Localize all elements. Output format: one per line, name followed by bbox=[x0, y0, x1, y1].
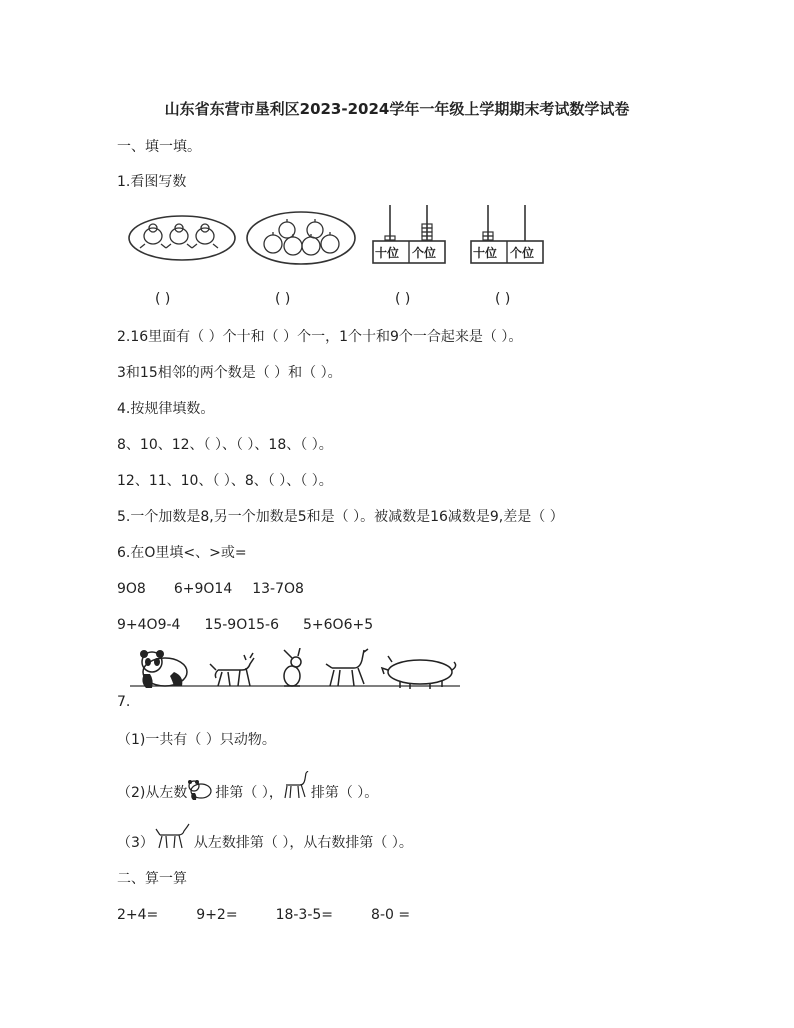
part-2-end: 排第（ ）。 bbox=[310, 785, 379, 801]
compare-item: 9O8 bbox=[117, 581, 146, 597]
deer-icon bbox=[326, 649, 368, 686]
panda-icon bbox=[140, 650, 187, 688]
pig-icon bbox=[382, 656, 456, 689]
question-7: 7. bbox=[117, 694, 131, 710]
question-5: 5.一个加数是8,另一个加数是5和是（ ）。被减数是16减数是9,差是（ ） bbox=[117, 509, 564, 525]
answer-blank: ( ) bbox=[155, 291, 171, 307]
question-2: 2.16里面有（ ）个十和（ ）个一，1个十和9个一合起来是（ ）。 bbox=[117, 329, 523, 345]
panda-icon bbox=[185, 777, 213, 801]
question-6-row-2 bbox=[117, 616, 373, 634]
compare-item: 6+9O14 bbox=[173, 581, 233, 597]
part-3-text: 从左数排第（ ），从右数排第（ ）。 bbox=[193, 835, 413, 851]
birds-oval-figure bbox=[127, 214, 237, 262]
goat-icon bbox=[154, 823, 194, 851]
question-7-part-1: （1)一共有（ ）只动物。 bbox=[117, 732, 276, 748]
deer-icon bbox=[283, 771, 309, 801]
part-3-prefix: （3） bbox=[117, 835, 154, 851]
ones-label: 个位 bbox=[510, 246, 535, 260]
rabbit-icon bbox=[284, 648, 301, 686]
answer-blank: ( ) bbox=[495, 291, 511, 307]
question-7-part-2 bbox=[117, 784, 378, 802]
calc-item: 9+2= bbox=[196, 907, 238, 923]
tens-label: 十位 bbox=[473, 246, 498, 260]
question-4: 4.按规律填数。 bbox=[117, 401, 215, 417]
apples-oval-figure bbox=[245, 210, 357, 266]
tens-label: 十位 bbox=[375, 246, 400, 260]
question-6: 6.在O里填<、>或= bbox=[117, 545, 247, 561]
question-6-row-1 bbox=[117, 580, 304, 598]
part-2-mid: 排第（ ）， bbox=[215, 785, 283, 801]
question-3: 3和15相邻的两个数是（ ）和（ ）。 bbox=[117, 365, 342, 381]
goat-icon bbox=[210, 653, 254, 686]
exam-title: 山东省东营市垦利区2023-2024学年一年级上学期期末考试数学试卷 bbox=[164, 100, 630, 118]
abacus-figure-2 bbox=[470, 203, 546, 265]
section2-heading: 二、算一算 bbox=[117, 871, 187, 887]
section1-heading: 一、填一填。 bbox=[117, 139, 201, 155]
part-2-prefix: （2)从左数 bbox=[117, 785, 188, 801]
answer-blank: ( ) bbox=[395, 291, 411, 307]
calc-item: 18-3-5= bbox=[275, 907, 334, 923]
ones-label: 个位 bbox=[412, 246, 437, 260]
question-4-sequence-1: 8、10、12、（ ）、（ ）、18、（ ）。 bbox=[117, 437, 333, 453]
compare-item: 15-9O15-6 bbox=[204, 617, 280, 633]
calc-item: 8-0 = bbox=[371, 907, 411, 923]
answer-blank: ( ) bbox=[275, 291, 291, 307]
question-1: 1.看图写数 bbox=[117, 174, 187, 190]
question-7-part-3 bbox=[117, 834, 413, 852]
compare-item: 13-7O8 bbox=[252, 581, 304, 597]
calc-item: 2+4= bbox=[117, 907, 159, 923]
compare-item: 9+4O9-4 bbox=[117, 617, 181, 633]
compare-item: 5+6O6+5 bbox=[303, 617, 374, 633]
calculation-row bbox=[117, 906, 410, 924]
question-4-sequence-2: 12、11、10、（ ）、8、（ ）、（ ）。 bbox=[117, 473, 333, 489]
animals-row-figure bbox=[130, 648, 465, 698]
abacus-figure-1 bbox=[372, 203, 448, 265]
